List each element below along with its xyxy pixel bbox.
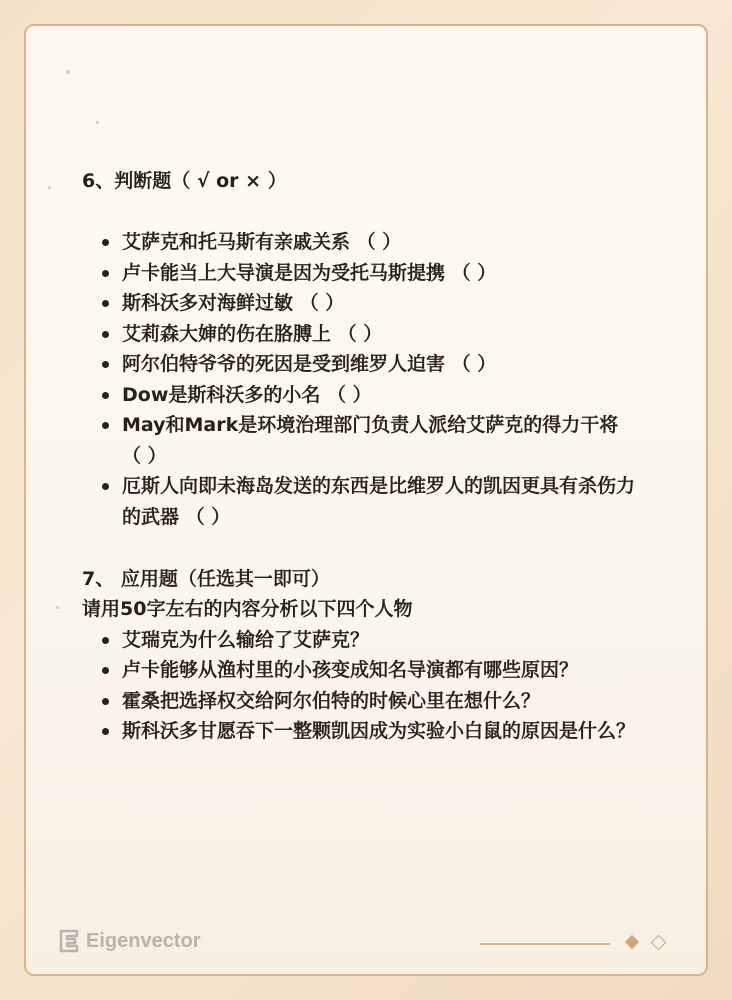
brand-name: Eigenvector <box>86 929 201 952</box>
worksheet-content <box>82 166 642 747</box>
list-item: 艾莉森大婶的伤在胳膊上 （ ） <box>82 319 642 350</box>
true-false-list <box>82 227 642 532</box>
list-item: 厄斯人向即未海岛发送的东西是比维罗人的凯因更具有杀伤力的武器 （ ） <box>82 471 642 532</box>
list-item: 阿尔伯特爷爷的死因是受到维罗人迫害 （ ） <box>82 349 642 380</box>
decorative-line <box>480 943 610 945</box>
eigenvector-logo-icon <box>58 928 80 954</box>
section-7-title: 7、 应用题（任选其一即可） <box>82 568 330 590</box>
list-item: 卢卡能当上大导演是因为受托马斯提携 （ ） <box>82 258 642 289</box>
list-item: 艾瑞克为什么输给了艾萨克？ <box>82 625 642 656</box>
list-item: 艾萨克和托马斯有亲戚关系 （ ） <box>82 227 642 258</box>
section-6-title: 6、判断题（ √ or × ） <box>82 170 287 192</box>
list-item: 斯科沃多对海鲜过敏 （ ） <box>82 288 642 319</box>
list-item: May和Mark是环境治理部门负责人派给艾萨克的得力干将 （ ） <box>82 410 642 471</box>
section-7-instructions: 请用50字左右的内容分析以下四个人物 <box>82 598 413 620</box>
list-item: 霍桑把选择权交给阿尔伯特的时候心里在想什么？ <box>82 686 642 717</box>
list-item: Dow是斯科沃多的小名 （ ） <box>82 380 642 411</box>
list-item: 斯科沃多甘愿吞下一整颗凯因成为实验小白鼠的原因是什么？ <box>82 716 642 747</box>
list-item: 卢卡能够从渔村里的小孩变成知名导演都有哪些原因？ <box>82 655 642 686</box>
brand-logo <box>58 928 200 954</box>
question-list <box>82 625 642 747</box>
